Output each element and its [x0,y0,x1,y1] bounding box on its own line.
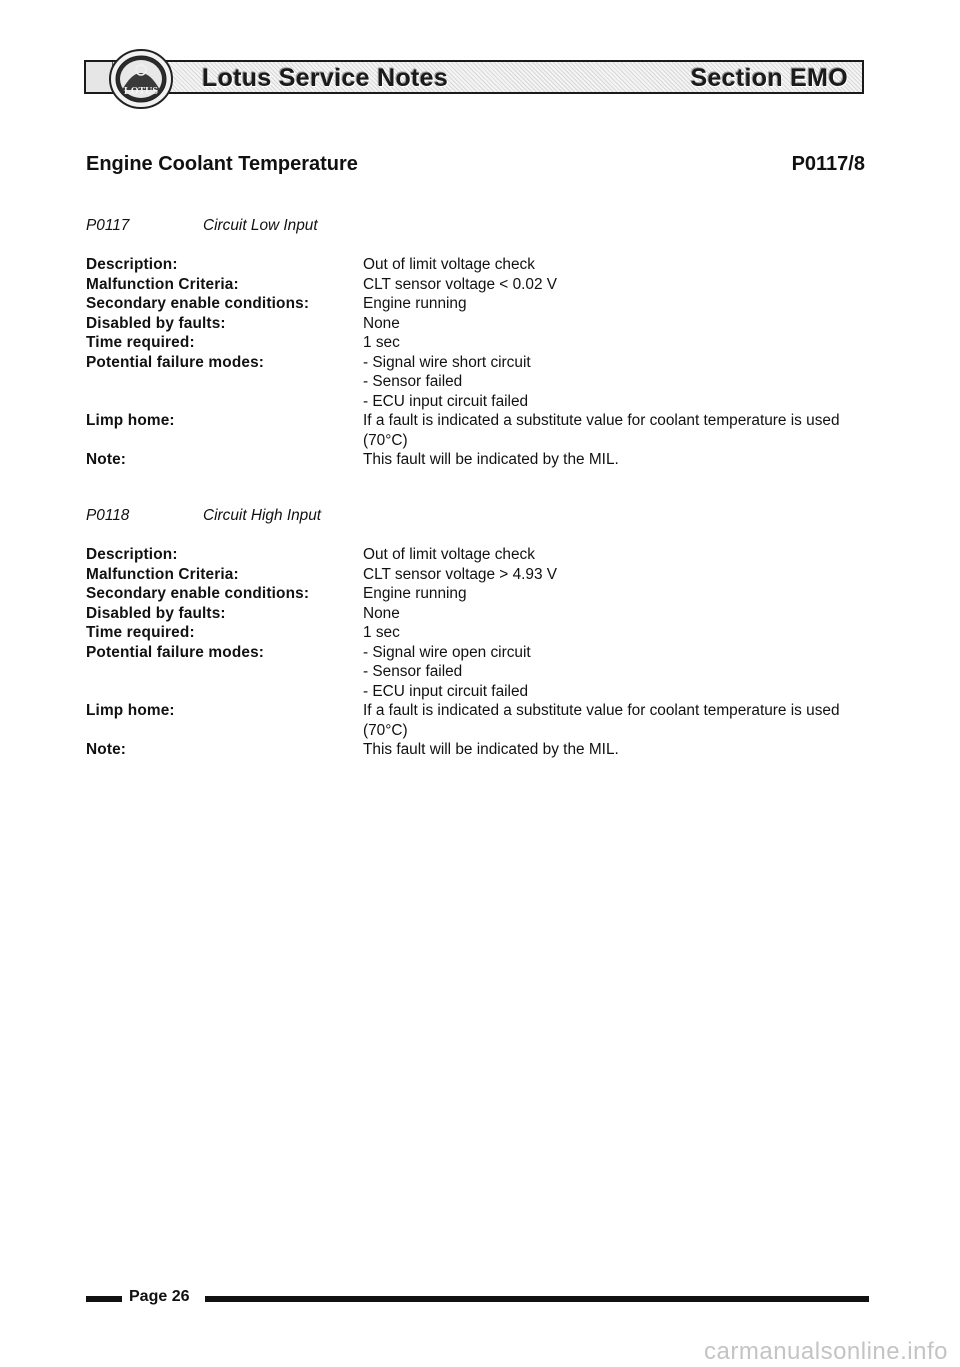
row-label: Potential failure modes: [86,353,265,371]
row-value [363,701,876,740]
page-code: P0117/8 [791,153,865,175]
value-line: None [363,314,400,332]
row-value [363,545,876,565]
row-label: Description: [86,546,178,563]
fault-row [86,450,876,470]
row-value [363,740,876,760]
page-number: Page 26 [129,1288,190,1305]
fault-row [86,294,876,314]
value-line: CLT sensor voltage > 4.93 V [363,565,558,583]
fault-code: P0117 [86,217,130,234]
fault-row [86,584,876,604]
row-value [363,565,876,585]
row-label: Time required: [86,334,195,351]
banner-title: Lotus Service Notes [202,64,449,92]
fault-rows [86,255,876,470]
fault-code: P0118 [86,507,130,524]
value-line: - Sensor failed [363,663,463,680]
row-value [363,643,876,702]
value-line: This fault will be indicated by the MIL. [363,451,619,468]
value-line: 1 sec [363,624,400,641]
watermark: carmanualsonline.info [704,1338,948,1365]
row-label: Time required: [86,624,195,641]
fault-row [86,314,876,334]
value-line: (70°C) [363,431,408,449]
value-line: If a fault is indicated a substitute value for coolant temperature is used [363,702,840,719]
fault-row [86,604,876,624]
row-label: Malfunction Criteria: [86,275,239,293]
row-label: Disabled by faults: [86,604,226,622]
row-label: Limp home: [86,702,175,719]
footer-rule-right [205,1296,869,1302]
banner-section-label: Section EMO [690,64,848,92]
value-line: This fault will be indicated by the MIL. [363,741,619,758]
fault-row [86,275,876,295]
fault-rows [86,545,876,760]
value-line: - ECU input circuit failed [363,682,529,700]
fault-row [86,545,876,565]
fault-row [86,740,876,760]
row-value [363,584,876,604]
value-line: Out of limit voltage check [363,256,535,273]
row-label: Potential failure modes: [86,643,265,661]
fault-row [86,623,876,643]
value-line: 1 sec [363,334,400,351]
value-line: Out of limit voltage check [363,546,535,563]
value-line: - ECU input circuit failed [363,392,529,410]
row-value [363,450,876,470]
value-line: CLT sensor voltage < 0.02 V [363,275,558,293]
row-value [363,255,876,275]
fault-name: Circuit Low Input [203,217,318,234]
row-label: Disabled by faults: [86,314,226,332]
row-value [363,604,876,624]
row-label: Note: [86,741,127,758]
lotus-logo-icon [108,48,174,110]
row-value [363,333,876,353]
fault-row [86,701,876,740]
row-value [363,353,876,412]
row-label: Secondary enable conditions: [86,585,310,602]
row-value [363,623,876,643]
fault-row [86,353,876,412]
row-value [363,411,876,450]
row-label: Limp home: [86,412,175,429]
fault-block [86,217,876,470]
value-line: - Signal wire short circuit [363,353,531,371]
fault-heading [86,217,876,237]
value-line: None [363,604,400,622]
row-value [363,314,876,334]
value-line: Engine running [363,585,467,602]
row-label: Note: [86,451,127,468]
row-label: Malfunction Criteria: [86,565,239,583]
fault-row [86,255,876,275]
svg-text:LOTUS: LOTUS [124,86,158,97]
value-line: If a fault is indicated a substitute value for coolant temperature is used [363,412,840,429]
footer-rule-left [86,1296,122,1302]
value-line: - Sensor failed [363,373,463,390]
page-title: Engine Coolant Temperature [86,153,358,175]
value-line: (70°C) [363,721,408,739]
row-value [363,275,876,295]
value-line: Engine running [363,295,467,312]
value-line: - Signal wire open circuit [363,643,531,661]
fault-row [86,333,876,353]
fault-heading [86,507,876,527]
row-label: Secondary enable conditions: [86,295,310,312]
header-banner [84,60,864,94]
fault-name: Circuit High Input [203,507,322,524]
row-value [363,294,876,314]
fault-block [86,507,876,760]
fault-row [86,565,876,585]
fault-row [86,411,876,450]
row-label: Description: [86,256,178,273]
fault-row [86,643,876,702]
